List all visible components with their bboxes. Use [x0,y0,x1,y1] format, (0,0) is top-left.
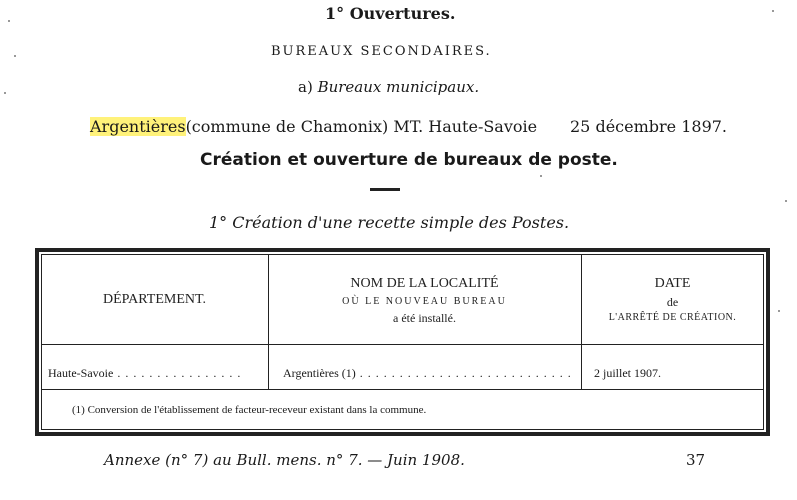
row-date: 2 juillet 1907. [594,366,661,380]
entry-line [90,117,537,136]
header-departement: DÉPARTEMENT. [103,292,206,307]
entry-place-highlighted: Argentières [90,117,186,136]
section-title: BUREAUX SECONDAIRES. [271,44,492,59]
scan-speck [14,55,16,57]
row-departement-value: Haute-Savoie [48,366,114,380]
page-number: 37 [686,451,706,469]
page-heading: 1° Ouvertures. [325,4,456,23]
scan-speck [772,10,774,12]
row-localite-value: Argentières (1) [283,366,356,380]
scan-speck [4,92,6,94]
subsection-prefix: a) [298,78,313,96]
creation-title: Création et ouverture de bureaux de poste. [200,150,618,170]
scan-speck [8,20,10,22]
header-date-line3: L'ARRÊTÉ DE CRÉATION. [608,312,737,323]
body-row-divider [41,389,764,390]
scan-speck [540,175,542,177]
footer-annexe: Annexe (n° 7) au Bull. mens. n° 7. — Juin 1908. [104,451,465,469]
header-date-line1: DATE [654,276,691,291]
scan-speck [785,200,787,202]
header-row-divider [41,344,764,345]
separator-rule [370,188,400,191]
scan-speck [778,310,780,312]
subtitle: 1° Création d'une recette simple des Postes. [209,213,570,232]
row-departement: Haute-Savoie . . . . . . . . . . . . . . . . [48,366,242,380]
subsection-heading [298,78,479,96]
entry-rest: (commune de Chamonix) MT. Haute-Savoie [185,117,538,136]
header-date-line2: de [666,295,679,309]
row-localite: Argentières (1) . . . . . . . . . . . . . . . . . . . . . . . . . . . [283,366,572,380]
header-nom-line1: NOM DE LA LOCALITÉ [350,276,499,291]
table-footnote: (1) Conversion de l'établissement de facteur-receveur existant dans la commune. [72,404,427,416]
header-nom-line2: OÙ LE NOUVEAU BUREAU [342,296,507,307]
header-nom-line3: a été installé. [393,311,456,325]
subsection-title: Bureaux municipaux. [317,78,480,96]
entry-date: 25 décembre 1897. [570,117,728,136]
